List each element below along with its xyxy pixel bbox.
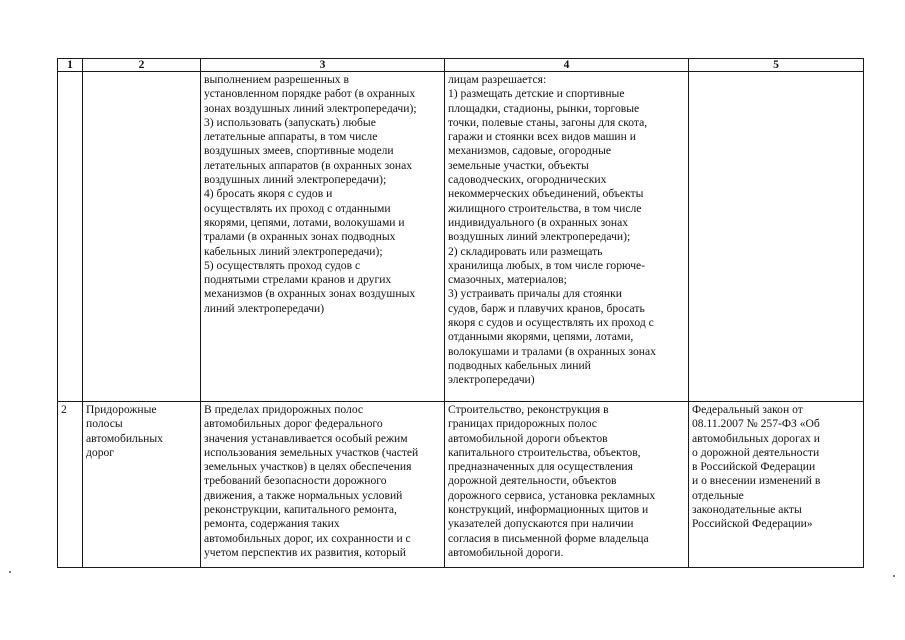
zone-name-cell bbox=[83, 402, 201, 568]
text-line: использования земельных участков (частей bbox=[204, 445, 419, 459]
permitted-activities-cell bbox=[445, 402, 689, 568]
text-line: якоря с судов и осуществлять их проход с bbox=[448, 316, 654, 330]
text-line: осуществлять их проход с отданными bbox=[204, 201, 391, 215]
text-line: якорями, цепями, лотами, волокушами и bbox=[204, 215, 405, 229]
text-line: движения, а также нормальных условий bbox=[204, 488, 403, 502]
text-line: садоводческих, огороднических bbox=[448, 173, 607, 187]
text-line: и о внесении изменений в bbox=[692, 474, 821, 488]
text-line: автомобильных дорогах и bbox=[692, 431, 820, 445]
text-line: значения устанавливается особый режим bbox=[204, 431, 408, 445]
text-line: отдельные bbox=[692, 488, 744, 502]
text-line: тралами (в охранных зонах подводных bbox=[204, 230, 396, 244]
table-row bbox=[58, 72, 864, 402]
table-row bbox=[58, 402, 864, 568]
text-line: о дорожной деятельности bbox=[692, 445, 820, 459]
regulations-table bbox=[57, 58, 864, 568]
text-line: учетом перспектив их развития, который bbox=[204, 545, 406, 559]
text-line: дорог bbox=[86, 445, 115, 459]
text-line: подводных кабельных линий bbox=[448, 358, 591, 372]
text-line: земельных участков) в целях обеспечения bbox=[204, 460, 412, 474]
text-line: законодательные акты bbox=[692, 503, 802, 517]
text-line: поднятыми стрелами кранов и других bbox=[204, 273, 392, 287]
text-line: земельные участки, объекты bbox=[448, 158, 589, 172]
text-line: согласия в письменной форме владельца bbox=[448, 531, 649, 545]
zone-name-cell bbox=[83, 72, 201, 402]
text-line: Российской Федерации» bbox=[692, 517, 813, 531]
restrictions-cell bbox=[201, 72, 445, 402]
text-line: воздушных линий электропередачи); bbox=[448, 230, 631, 244]
text-line: В пределах придорожных полос bbox=[204, 403, 364, 416]
text-line: индивидуального (в охранных зонах bbox=[448, 215, 629, 229]
text-line: в Российской Федерации bbox=[692, 460, 816, 474]
header-col-5: 5 bbox=[689, 59, 864, 72]
text-line: автомобильных bbox=[86, 431, 163, 445]
text-line: установленном порядке работ (в охранных bbox=[204, 87, 416, 101]
text-line: площадки, стадионы, рынки, торговые bbox=[448, 101, 640, 115]
text-line: требований безопасности дорожного bbox=[204, 474, 387, 488]
text-line: конструкций, информационных щитов и bbox=[448, 503, 649, 517]
text-line: 1) размещать детские и спортивные bbox=[448, 87, 625, 101]
text-line: дорожного сервиса, установка рекламных bbox=[448, 488, 656, 502]
text-line: хранилища любых, в том числе горюче- bbox=[448, 258, 646, 272]
text-line: воздушных линий электропередачи); bbox=[204, 173, 387, 187]
text-line: дорожной деятельности, объектов bbox=[448, 474, 617, 488]
header-col-3: 3 bbox=[201, 59, 445, 72]
text-line: гаражи и стоянки всех видов машин и bbox=[448, 130, 636, 144]
text-line: отданными якорями, цепями, лотами, bbox=[448, 330, 634, 344]
text-line: зонах воздушных линий электропередачи); bbox=[204, 101, 417, 115]
text-line: механизмов, садовые, огородные bbox=[448, 144, 612, 158]
text-line: границах придорожных полос bbox=[448, 417, 597, 431]
text-line: автомобильной дороги объектов bbox=[448, 431, 608, 445]
text-line: некоммерческих объединений, объекты bbox=[448, 187, 644, 201]
text-line: реконструкции, капитального ремонта, bbox=[204, 503, 397, 517]
row-number-cell bbox=[58, 72, 83, 402]
text-line: указателей допускаются при наличии bbox=[448, 517, 634, 531]
permitted-activities-cell bbox=[445, 72, 689, 402]
text-line: ремонта, содержания таких bbox=[204, 517, 340, 531]
text-line: летательные аппараты, в том числе bbox=[204, 130, 378, 144]
text-line: предназначенных для осуществления bbox=[448, 460, 633, 474]
text-line: 3) использовать (запускать) любые bbox=[204, 115, 376, 129]
text-line: точки, полевые станы, загоны для скота, bbox=[448, 115, 648, 129]
text-line: автомобильных дорог федерального bbox=[204, 417, 383, 431]
text-line: 5) осуществлять проход судов с bbox=[204, 258, 361, 272]
text-line: 3) устраивать причалы для стоянки bbox=[448, 287, 622, 301]
text-line: Федеральный закон от bbox=[692, 403, 803, 416]
text-line: Придорожные bbox=[86, 403, 157, 416]
header-row bbox=[58, 59, 864, 72]
text-line: механизмов (в охранных зонах воздушных bbox=[204, 287, 416, 301]
scan-mark-right bbox=[893, 575, 895, 577]
row-number-cell: 2 bbox=[58, 402, 83, 568]
text-line: 08.11.2007 № 257-ФЗ «Об bbox=[692, 417, 820, 431]
text-line: автомобильной дороги. bbox=[448, 545, 564, 559]
text-line: кабельных линий электропередачи); bbox=[204, 244, 383, 258]
legal-basis-cell bbox=[689, 72, 864, 402]
text-line: волокушами и тралами (в охранных зонах bbox=[448, 344, 656, 358]
text-line: летательных аппаратов (в охранных зонах bbox=[204, 158, 413, 172]
text-line: капитального строительства, объектов, bbox=[448, 445, 641, 459]
text-line: электропередачи) bbox=[448, 373, 535, 387]
scan-mark-left bbox=[9, 571, 11, 573]
text-line: смазочных, материалов; bbox=[448, 273, 567, 287]
text-line: воздушных змеев, спортивные модели bbox=[204, 144, 394, 158]
text-line: полосы bbox=[86, 417, 123, 431]
text-line: жилищного строительства, в том числе bbox=[448, 201, 642, 215]
restrictions-cell bbox=[201, 402, 445, 568]
text-line: автомобильных дорог, их сохранности и с bbox=[204, 531, 411, 545]
text-line: судов, барж и плавучих кранов, бросать bbox=[448, 301, 645, 315]
text-line: Строительство, реконструкция в bbox=[448, 403, 609, 416]
legal-basis-cell bbox=[689, 402, 864, 568]
header-col-1: 1 bbox=[58, 59, 83, 72]
header-col-4: 4 bbox=[445, 59, 689, 72]
text-line: линий электропередачи) bbox=[204, 301, 325, 315]
text-line: 4) бросать якоря с судов и bbox=[204, 187, 333, 201]
text-line: выполнением разрешенных в bbox=[204, 73, 349, 86]
header-col-2: 2 bbox=[83, 59, 201, 72]
text-line: лицам разрешается: bbox=[448, 73, 547, 86]
text-line: 2) складировать или размещать bbox=[448, 244, 603, 258]
